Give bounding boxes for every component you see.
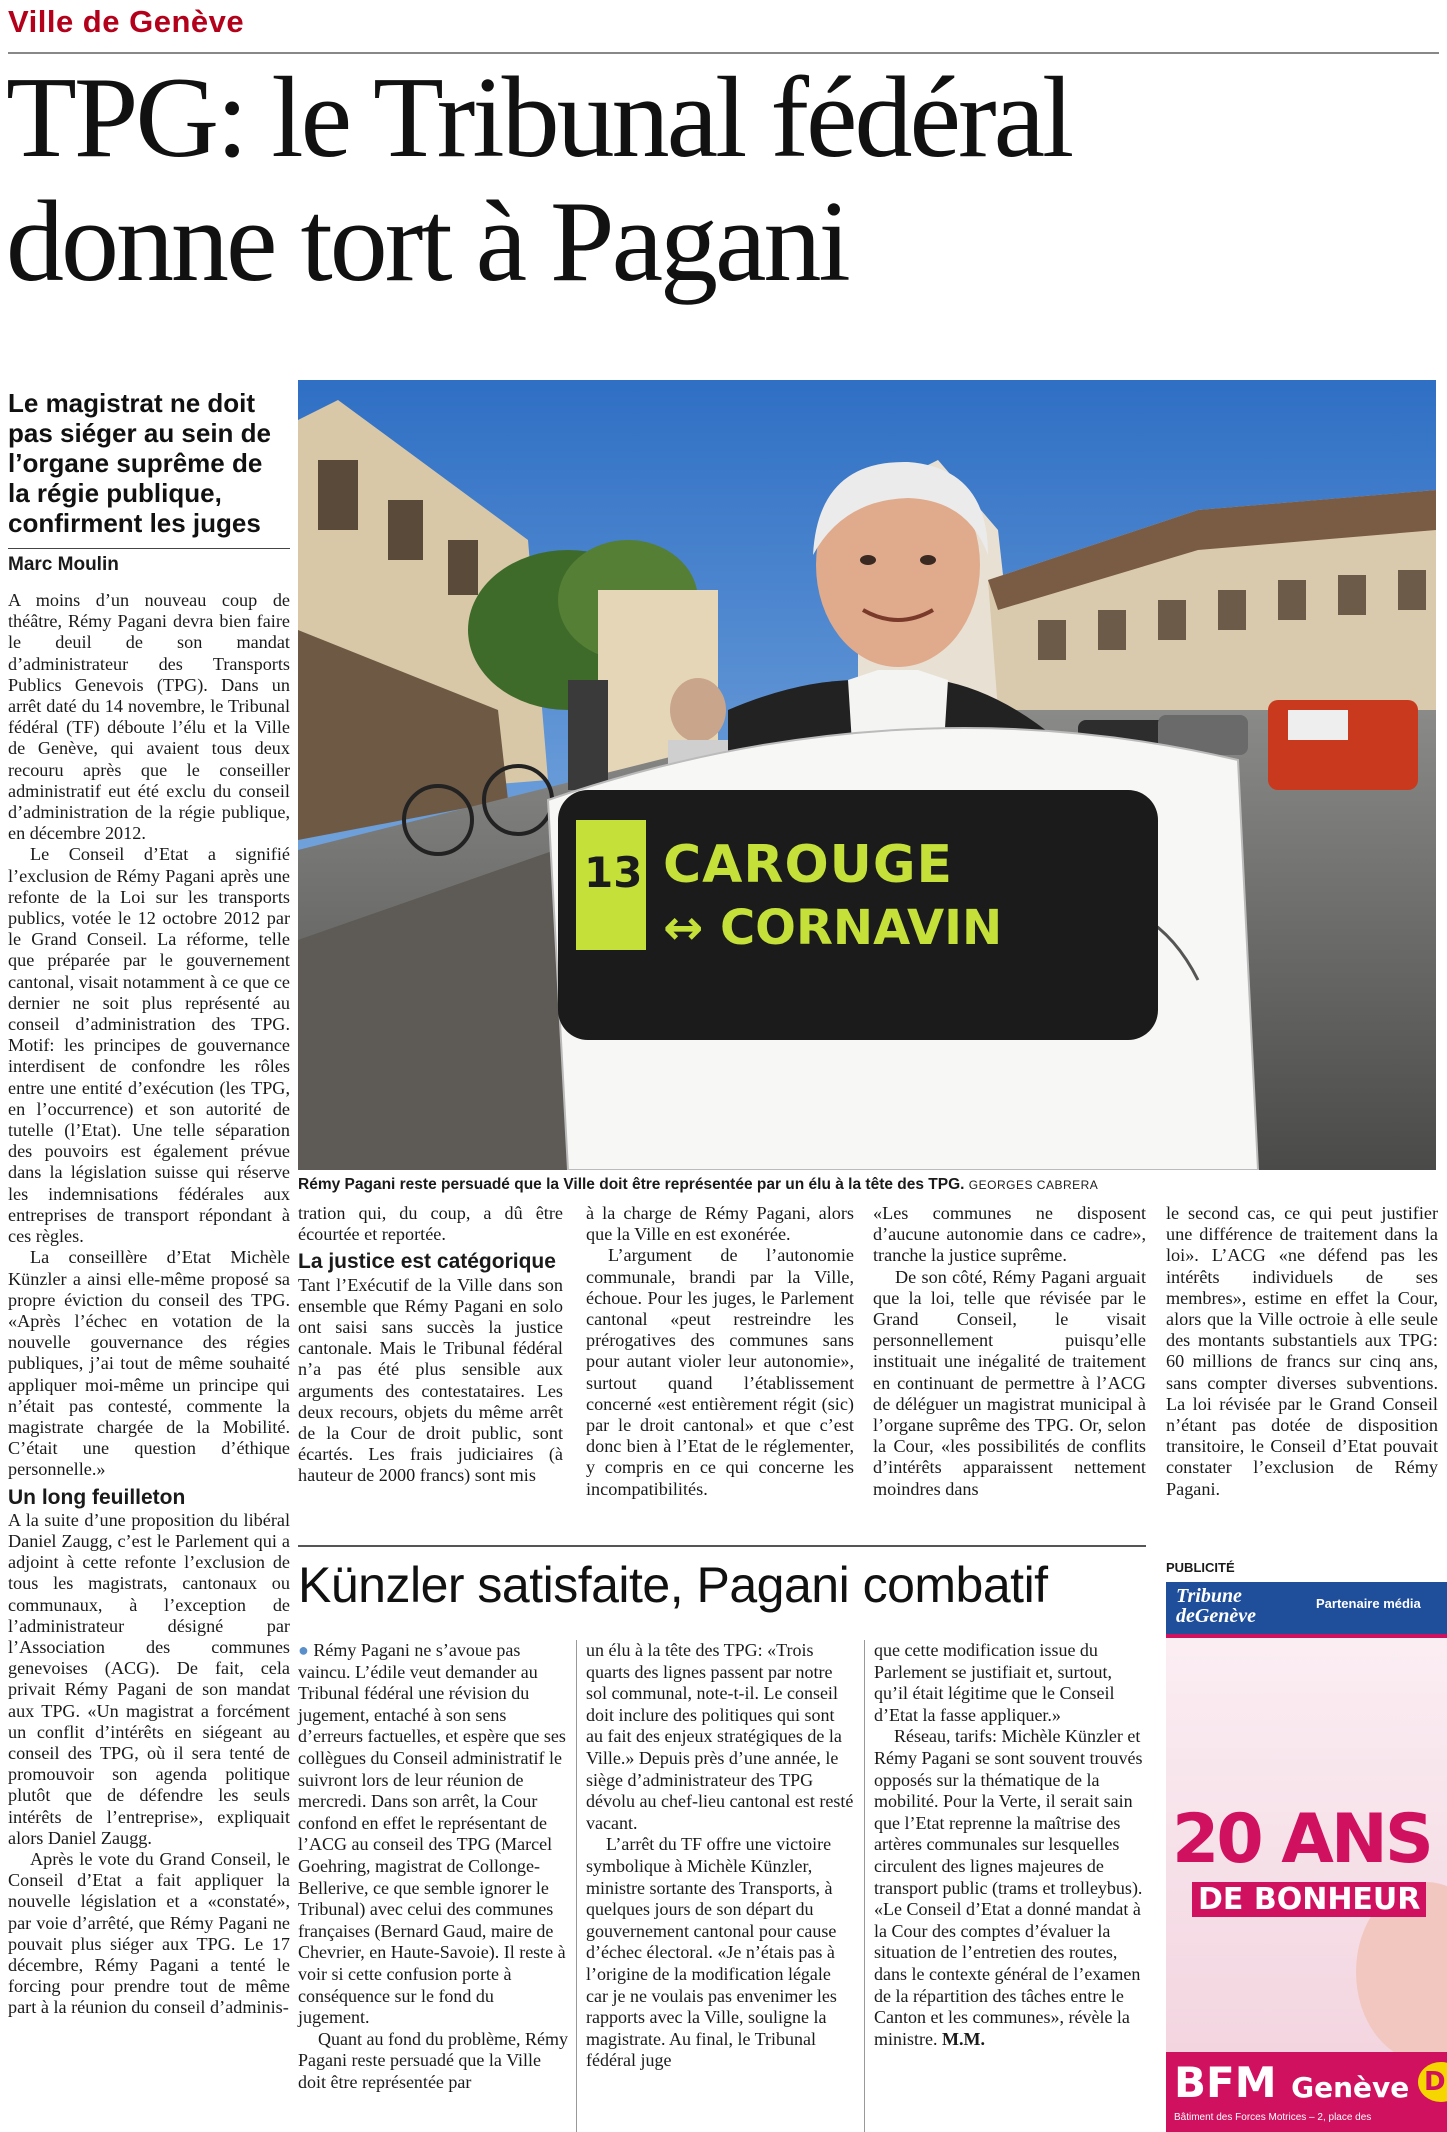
paragraph: De son côté, Rémy Pagani arguait que la loi, telle que révisée par le Grand Conseil, le visait personnellement puisqu’elle instituait une inégalité de traitement en continuant de permettre à l’ACG de déléguer un magistrat municipal à l’organe suprême des TPG. Or, selon la Cour, «les possibilités de conflits d’intérêts apparaissent nettement moindres dans: [873, 1266, 1146, 1499]
article-column-4: [873, 1203, 1146, 1500]
deck: Le magistrat ne doit pas siéger au sein de l’organe suprême de la régie publique, confirment les juges: [8, 388, 272, 538]
paragraph: le second cas, ce qui peut justifier une différence de traitement dans la loi». L’ACG «ne défend pas les intérêts individuels de ses membres», estime en effet la Cour, alors que la Ville octroie à elle seule des montants substantiels aux TPG: 60 millions de francs sur cinq ans, sans compter diverses subventions. La loi révisée par le Grand Conseil n’étant pas dotée de disposition transitoire, le Conseil d’Etat pouvait constater l’exclusion de Rémy Pagani.: [1166, 1203, 1438, 1499]
paragraph: A moins d’un nouveau coup de théâtre, Rémy Pagani devra bien faire le deuil de son mandat d’administrateur des Transports Publics Genevois (TPG). Dans un arrêt daté du 14 novembre, le Tribunal fédéral (TF) déboute l’élu et la Ville de Genève, qui avaient tous deux recouru après que le conseiller administratif eut été exclu du conseil d’administration de la régie publique, en décembre 2012.: [8, 590, 290, 844]
ad-corner-badge: D: [1418, 2062, 1447, 2102]
sign-destination-2: [663, 900, 1002, 956]
article-column-2: [298, 1203, 563, 1487]
ad-partner-label: Partenaire média: [1316, 1596, 1421, 1611]
signature: M.M.: [942, 2028, 985, 2049]
paragraph: Quant au fond du problème, Rémy Pagani reste persuadé que la Ville doit être représentée par: [298, 2028, 568, 2092]
column-separator: [576, 1640, 577, 2132]
sidebar-title: Künzler satisfaite, Pagani combatif: [298, 1557, 1048, 1613]
author-byline: Marc Moulin: [8, 554, 119, 575]
paragraph: Tant l’Exécutif de la Ville dans son ensemble que Rémy Pagani en solo ont saisi sans succès la justice cantonale. Mais le Tribunal fédéral n’a pas été plus sensible aux arguments des contestataires. Les deux recours, objets du même arrêt de la Cour de droit public, sont écartés. Les frais judiciaires (à hauteur de 2000 francs) sont mis: [298, 1274, 563, 1486]
paragraph: Après le vote du Grand Conseil, le Conseil d’Etat a fait appliquer la nouvelle législation et a «constaté», par voie d’arrêté, que Rémy Pagani ne pouvait plus siéger aux TPG. Le 17 décembre, Rémy Pagani a tenté le forcing pour prendre tout de même part à la réunion du conseil d’adminis-: [8, 1848, 290, 2018]
advertisement-label: PUBLICITÉ: [1166, 1560, 1235, 1575]
advertisement[interactable]: [1166, 1582, 1447, 2132]
line-number: 13: [584, 848, 643, 897]
photo-illustration: [298, 380, 1436, 1170]
paragraph: [874, 1726, 1146, 2050]
caption-text: Rémy Pagani reste persuadé que la Ville doit être représentée par un élu à la tête des TPG.: [298, 1176, 965, 1193]
paragraph: A la suite d’une proposition du libéral Daniel Zaugg, c’est le Parlement qui a adjoint à cette refonte l’exclusion de tous les magistrats, cantonaux ou communaux, à l’exception de l’administrateur désigné par l’Association des communes genevoises (ACG). De fait, cela privait Rémy Pagani de son mandat aux TPG. «Un magistrat a forcément un conflit d’intérêts en siégeant au conseil des TPG, où il sera tenté de promouvoir son agenda politique plutôt que de défendre les seuls intérêts de l’entreprise», expliquait alors Daniel Zaugg.: [8, 1509, 290, 1848]
headline: [6, 56, 1446, 304]
article-column-3: [586, 1203, 854, 1500]
paragraph-text: Rémy Pagani ne s’avoue pas vaincu. L’édile veut demander au Tribunal fédéral une révision du jugement, entaché à son sens d’erreurs factuelles, et espère que ses collègues du Conseil administratif le suivront lors de leur réunion de mercredi. Dans son arrêt, la Cour confond en effet le représentant de l’ACG au conseil des TPG (Marcel Goehring, magistrat de Collonge-Bellerive, ce que semble ignorer le Tribunal) avec celui des communes françaises (Bernard Gaud, maire de Chevrier, en Haute-Savoie). Il reste à voir si cette confusion porte à conséquence sur le fond du jugement.: [298, 1640, 566, 2028]
sidebar-column-2: [586, 1640, 854, 2072]
headline-line-2: donne tort à Pagani: [6, 178, 848, 306]
paragraph: tration qui, du coup, a dû être écourtée et reportée.: [298, 1203, 563, 1245]
paragraph: «Les communes ne disposent d’aucune autonomie dans ce cadre», tranche la justice suprême.: [873, 1203, 1146, 1266]
ad-bfm-logo: [1174, 2058, 1409, 2107]
paragraph-text: Réseau, tarifs: Michèle Künzler et Rémy Pagani se sont souvent trouvés opposés sur la thématique de la mobilité. Pour la Verte, il serait sain que l’Etat reprenne la maîtrise des artères communales sur lesquelles circulent des lignes majeures de transport public (trams et trolleybus). «Le Conseil d’Etat a donné mandat à la Cour des comptes d’évaluer la situation de l’entretien des routes, dans le contexte général de l’examen de la répartition des tâches entre le Canton et les communes», révèle la ministre.: [874, 1726, 1143, 2049]
author-rule: [8, 548, 290, 549]
headline-line-1: TPG: le Tribunal fédéral: [6, 54, 1072, 182]
ad-bfm-text: BFM: [1174, 2058, 1277, 2107]
column-separator: [864, 1640, 865, 2132]
ad-tagline: DE BONHEUR: [1192, 1882, 1426, 1917]
bullet-icon: ●: [298, 1640, 309, 1660]
paragraph: que cette modification issue du Parlement se justifiait et, surtout, qu’il était légitime que le Conseil d’Etat la fasse appliquer.»: [874, 1640, 1115, 1725]
article-column-1: [8, 590, 290, 2019]
ad-brand-logo: [1176, 1586, 1256, 1626]
section-kicker: Ville de Genève: [8, 4, 245, 39]
photo-credit: GEORGES CABRERA: [968, 1178, 1099, 1192]
paragraph: à la charge de Rémy Pagani, alors que la Ville en est exonérée.: [586, 1203, 854, 1245]
paragraph: La conseillère d’Etat Michèle Künzler a ainsi elle-même proposé sa propre éviction du conseil des TPG. «Après l’échec en votation de la nouvelle gouvernance des régies publiques, j’ai tout de même souhaité appliquer moi-même un principe qui n’était pas contesté, commente la magistrate chargée de la Mobilité. C’était une question d’éthique personnelle.»: [8, 1247, 290, 1480]
ad-brand-line-1: Tribune: [1176, 1585, 1242, 1607]
ad-bfm-city: Genève: [1291, 2071, 1410, 2104]
article-column-5: [1166, 1203, 1438, 1500]
sign-destination-2-label: CORNAVIN: [719, 900, 1003, 956]
article-photo: [298, 380, 1436, 1170]
sign-destination-1: CAROUGE: [663, 835, 954, 895]
ad-brand-line-2: deGenève: [1176, 1605, 1256, 1627]
ad-big-text: 20 ANS: [1172, 1800, 1431, 1879]
sidebar-column-3: [874, 1640, 1146, 2050]
section-heading: Un long feuilleton: [8, 1485, 186, 1509]
double-arrow-icon: ↔: [663, 900, 704, 956]
sidebar-rule: [298, 1545, 1146, 1547]
photo-caption: [298, 1176, 1436, 1194]
section-heading: La justice est catégorique: [298, 1250, 556, 1274]
paragraph: un élu à la tête des TPG: «Trois quarts des lignes passent par notre sol communal, note-t-il. Le conseil doit inclure des politiques qui sont au fait des enjeux stratégiques de la Ville.» Depuis près d’une année, le siège d’administrateur des TPG dévolu au chef-lieu cantonal est resté vacant.: [586, 1640, 854, 1833]
sidebar-column-1: [298, 1640, 568, 2093]
paragraph: [298, 1640, 568, 2029]
paragraph: Le Conseil d’Etat a signifié l’exclusion de Rémy Pagani après une refonte de la Loi sur les transports publics, votée le 12 octobre 2012 par le Grand Conseil. La réforme, telle que préparée par le gouvernement cantonal, visait notamment à ce que ce dernier ne soit plus représenté au conseil d’administration des TPG. Motif: les principes de gouvernance interdisent de confondre les rôles entre une entité d’exécution (les TPG, en l’occurrence) et son autorité de tutelle (l’Etat). Une telle séparation des pouvoirs est également prévue dans la législation suisse qui réserve les indemnisations fédérales aux entreprises de transport répondant à ces règles.: [8, 844, 290, 1247]
paragraph: L’argument de l’autonomie communale, brandi par la Ville, échoue. Pour les juges, le Parlement cantonal «peut restreindre les prérogatives des communes sans pour autant violer leur autonomie», surtout quand l’établissement concerné «est entièrement régit (sic) par le droit cantonal» et que c’est donc bien à l’Etat de le réglementer, y compris en ce qui concerne les incompatibilités.: [586, 1245, 854, 1499]
ad-address: Bâtiment des Forces Motrices – 2, place des: [1174, 2112, 1372, 2123]
paragraph: L’arrêt du TF offre une victoire symbolique à Michèle Künzler, ministre sortante des Transports, à quelques jours de son départ du gouvernement cantonal pour cause d’échec électoral. «Je n’étais pas à l’origine de la modification légale car je ne voulais pas envenimer les rapports avec la Ville, souligne la magistrate. Au final, le Tribunal fédéral juge: [586, 1834, 837, 2071]
